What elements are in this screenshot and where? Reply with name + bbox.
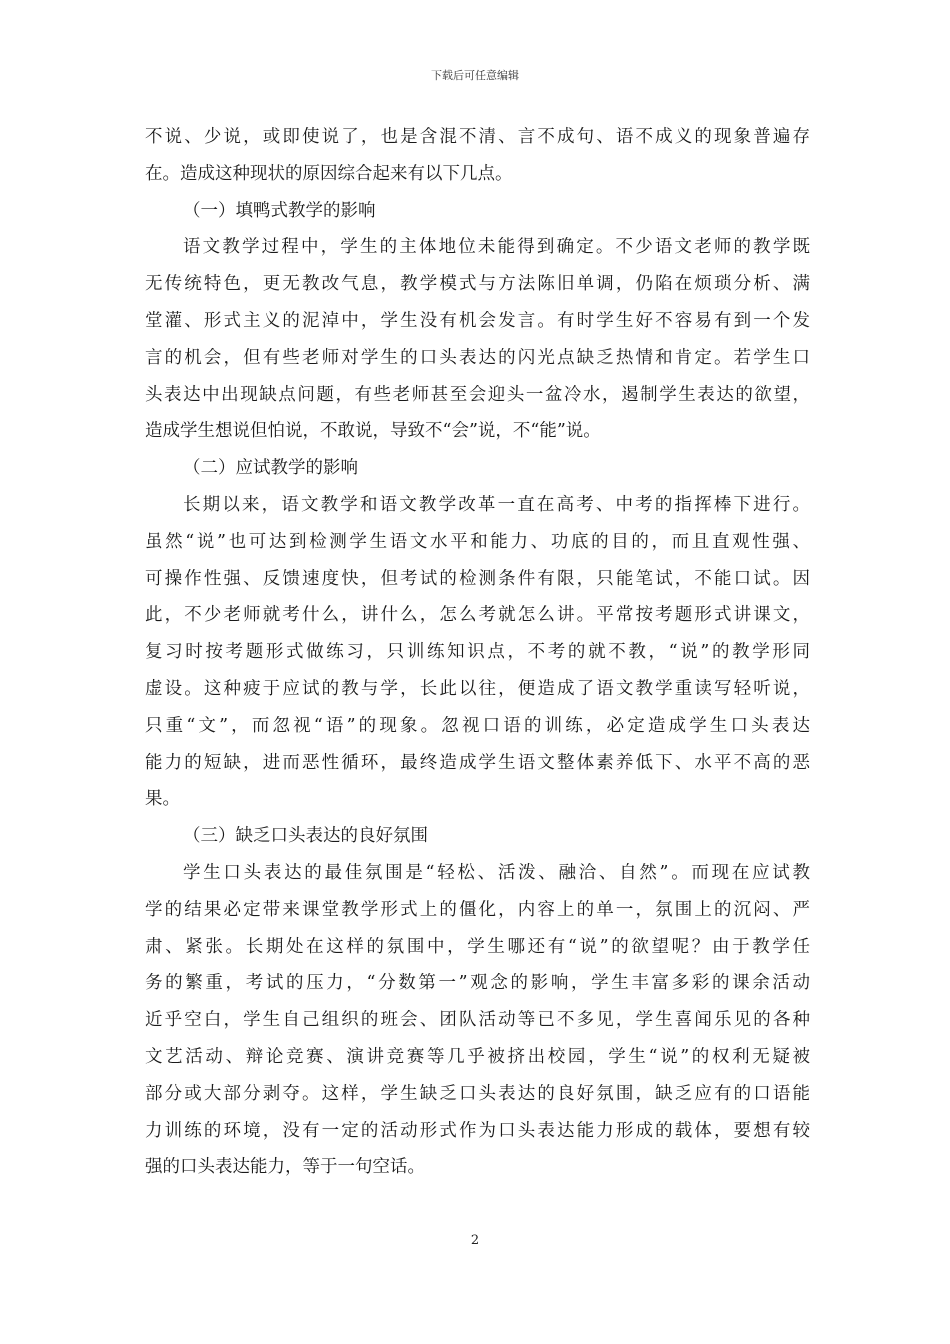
text-line: 力训练的环境，没有一定的活动形式作为口头表达能力形成的载体，要想有较 [145, 1120, 810, 1141]
text-line: 虽然“说”也可达到检测学生语文水平和能力、功底的目的，而且直观性强、 [145, 531, 810, 552]
text-line: 肃、紧张。长期处在这样的氛围中，学生哪还有“说”的欲望呢？由于教学任 [145, 936, 810, 957]
text-line: 此，不少老师就考什么，讲什么，怎么考就怎么讲。平常按考题形式讲课文， [145, 605, 810, 626]
text-line: 近乎空白，学生自己组织的班会、团队活动等已不多见，学生喜闻乐见的各种 [145, 1010, 810, 1031]
text-line: 务的繁重，考试的压力，“分数第一”观念的影响，学生丰富多彩的课余活动 [145, 973, 810, 994]
text-line: 造成学生想说但怕说，不敢说，导致不“会”说，不“能”说。 [145, 421, 601, 442]
section-heading: （三）缺乏口头表达的良好氛围 [183, 826, 428, 847]
text-line: 语文教学过程中，学生的主体地位未能得到确定。不少语文老师的教学既 [183, 237, 810, 258]
text-line: 长期以来，语文教学和语文教学改革一直在高考、中考的指挥棒下进行。 [183, 494, 810, 515]
page-number: 2 [470, 1233, 480, 1248]
text-line: 果。 [145, 789, 180, 810]
text-line: 只重“文”，而忽视“语”的现象。忽视口语的训练，必定造成学生口头表达 [145, 715, 810, 736]
text-line: 学的结果必定带来课堂教学形式上的僵化，内容上的单一，氛围上的沉闷、严 [145, 899, 810, 920]
text-line: 头表达中出现缺点问题，有些老师甚至会迎头一盆冷水，遏制学生表达的欲望， [145, 384, 810, 405]
text-line: 可操作性强、反馈速度快，但考试的检测条件有限，只能笔试，不能口试。因 [145, 568, 810, 589]
section-heading: （二）应试教学的影响 [183, 458, 358, 479]
document-body [145, 119, 810, 1186]
text-line: 部分或大部分剥夺。这样，学生缺乏口头表达的良好氛围，缺乏应有的口语能 [145, 1083, 810, 1104]
text-line: 学生口头表达的最佳氛围是“轻松、活泼、融洽、自然”。而现在应试教 [183, 862, 810, 883]
page-header: 下载后可任意编辑 [431, 69, 519, 82]
text-line: 虚设。这种疲于应试的教与学，长此以往，便造成了语文教学重读写轻听说， [145, 678, 810, 699]
text-line: 堂灌、形式主义的泥淖中，学生没有机会发言。有时学生好不容易有到一个发 [145, 310, 810, 331]
text-line: 强的口头表达能力，等于一句空话。 [145, 1157, 425, 1178]
text-line: 文艺活动、辩论竞赛、演讲竞赛等几乎被挤出校园，学生“说”的权利无疑被 [145, 1046, 810, 1067]
section-heading: （一）填鸭式教学的影响 [183, 200, 376, 221]
text-line: 不说、少说，或即使说了，也是含混不清、言不成句、语不成义的现象普遍存 [145, 127, 810, 147]
text-line: 复习时按考题形式做练习，只训练知识点，不考的就不教，“说”的教学形同 [145, 642, 810, 663]
text-line: 能力的短缺，进而恶性循环，最终造成学生语文整体素养低下、水平不高的恶 [145, 752, 810, 773]
text-line: 言的机会，但有些老师对学生的口头表达的闪光点缺乏热情和肯定。若学生口 [145, 347, 810, 368]
text-line: 无传统特色，更无教改气息，教学模式与方法陈旧单调，仍陷在烦琐分析、满 [145, 274, 810, 295]
text-line: 在。造成这种现状的原因综合起来有以下几点。 [145, 163, 513, 184]
